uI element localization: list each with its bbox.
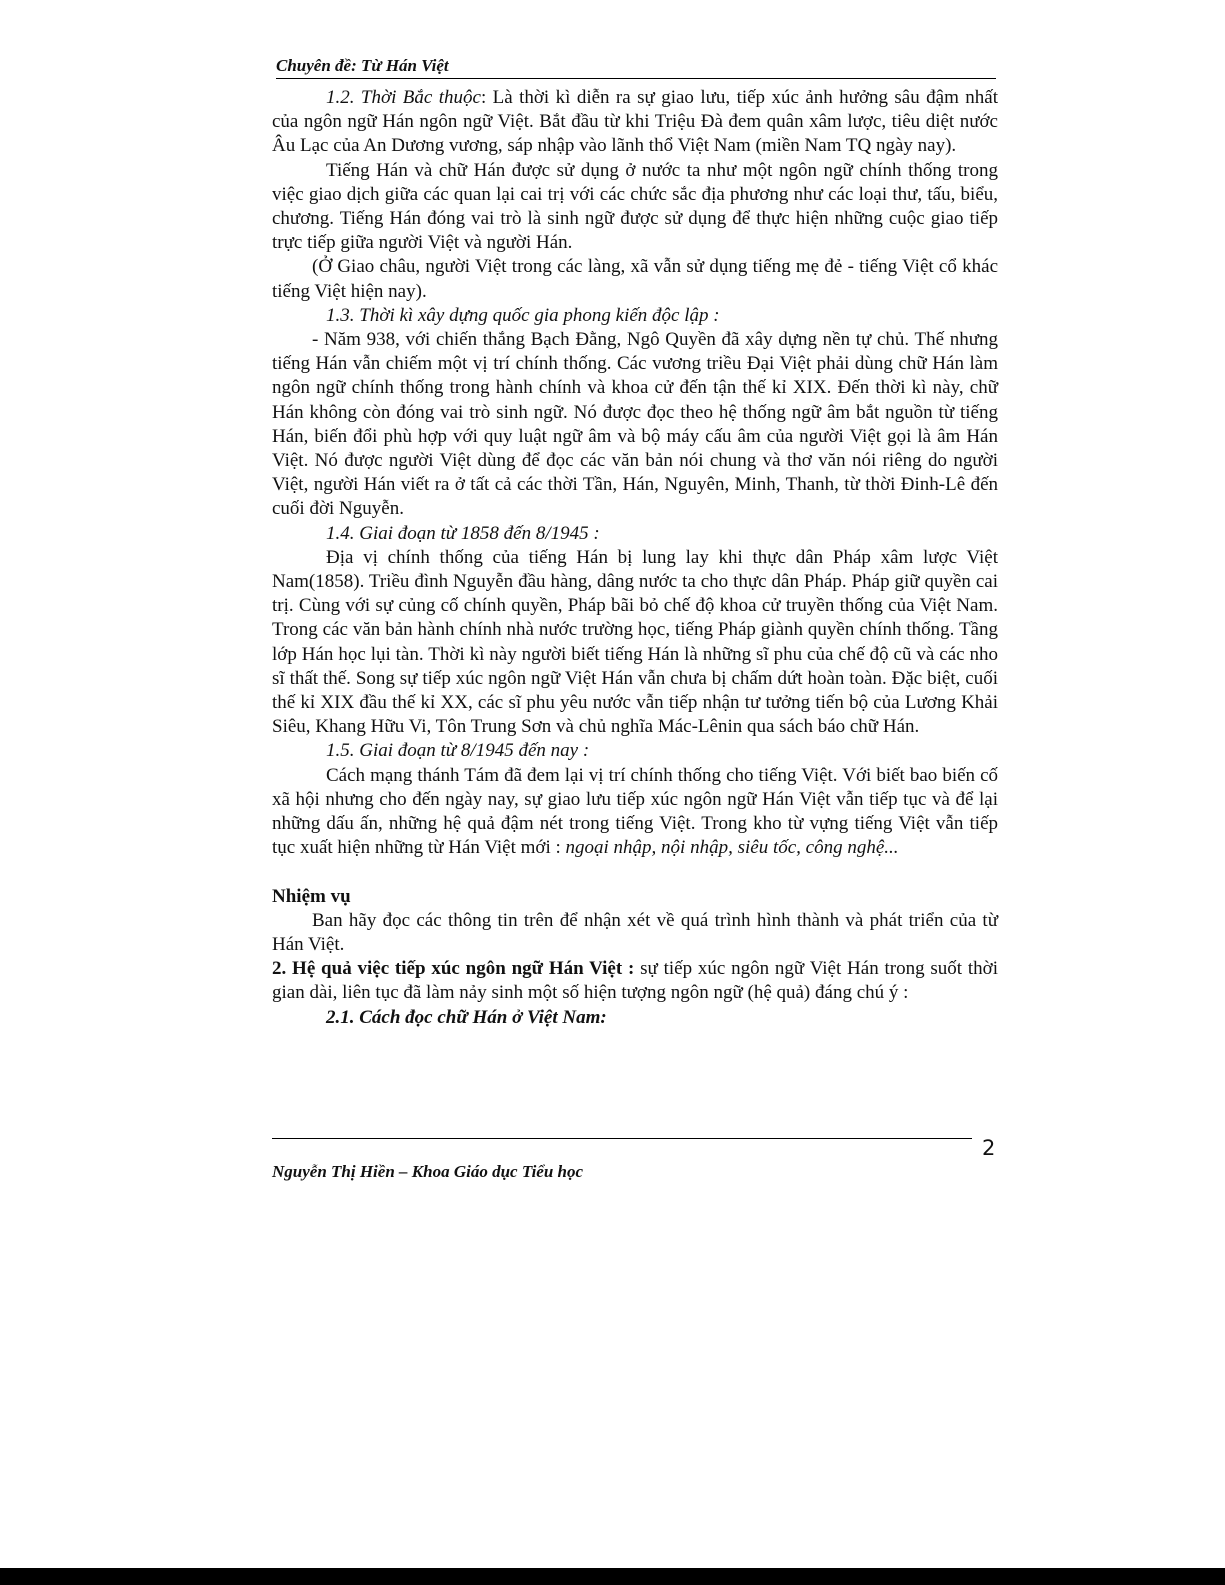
spacer xyxy=(272,861,998,885)
paragraph-1-2: 1.2. Thời Bắc thuộc: Là thời kì diễn ra sự giao lưu, tiếp xúc ảnh hưởng sâu đậm nhất của ngôn ngữ Hán ngôn ngữ Việt. Bắt đầu từ khi Triệu Đà đem quân xâm lược, tiêu diệt nước Âu Lạc của An Dương vương, sáp nhập vào lãnh thổ Việt Nam (miền Nam TQ ngày nay). xyxy=(272,87,998,157)
paragraph-2: 2. Hệ quả việc tiếp xúc ngôn ngữ Hán Việt : sự tiếp xúc ngôn ngữ Việt Hán trong suốt thời gian dài, liên tục đã làm nảy sinh một số hiện tượng ngôn ngữ (hệ quả) đáng chú ý : xyxy=(272,958,998,1004)
paragraph-1-2-b: Tiếng Hán và chữ Hán được sử dụng ở nước ta như một ngôn ngữ chính thống trong việc giao dịch giữa các quan lại cai trị với các chức sắc địa phương như các loại thư, tấu, biểu, chương. Tiếng Hán đóng vai trò là sinh ngữ được sử dụng để thực hiện những cuộc giao tiếp trực tiếp giữa người Việt và người Hán. xyxy=(272,159,998,254)
paragraph-1-5: Cách mạng thánh Tám đã đem lại vị trí chính thống cho tiếng Việt. Với biết bao biến cố xã hội nhưng cho đến ngày nay, sự giao lưu tiếp xúc ngôn ngữ Hán Việt vẫn tiếp tục và để lại những dấu ấn, những hệ quả đậm nét trong tiếng Việt. Trong kho từ vựng tiếng Việt vẫn tiếp tục xuất hiện những từ Hán Việt mới : ngoại nhập, nội nhập, siêu tốc, công nghệ... xyxy=(272,764,998,859)
heading-2: 2. Hệ quả việc tiếp xúc ngôn ngữ Hán Việt : xyxy=(272,958,635,980)
task-text: Ban hãy đọc các thông tin trên để nhận xét về quá trình hình thành và phát triển của từ Hán Việt. xyxy=(272,909,998,955)
heading-1-2: 1.2. Thời Bắc thuộc xyxy=(326,87,481,108)
page-footer-author: Nguyễn Thị Hiền – Khoa Giáo dục Tiểu học xyxy=(272,1162,584,1181)
page-number: 2 xyxy=(982,1136,996,1160)
heading-1-5: 1.5. Giai đoạn từ 8/1945 đến nay : xyxy=(326,740,590,762)
document-body xyxy=(272,86,998,1030)
paragraph-1-4: Địa vị chính thống của tiếng Hán bị lung lay khi thực dân Pháp xâm lược Việt Nam(1858). Triều đình Nguyễn đầu hàng, dâng nước ta cho thực dân Pháp. Pháp giữ quyền cai trị. Cùng với sự củng cố chính quyền, Pháp bãi bỏ chế độ khoa cử truyền thống của Việt Nam. Trong các văn bản hành chính nhà nước trường học, tiếng Pháp giành quyền chính thống. Tầng lớp Hán học lụi tàn. Thời kì này người biết tiếng Hán là những sĩ phu của chế độ cũ và các nho sĩ thất thế. Song sự tiếp xúc ngôn ngữ Việt Hán vẫn chưa bị chấm dứt hoàn toàn. Đặc biệt, cuối thế kỉ XIX đầu thế kỉ XX, các sĩ phu yêu nước vẫn tiếp nhận tư tưởng tiến bộ của Lương Khải Siêu, Khang Hữu Vi, Tôn Trung Sơn và chủ nghĩa Mác-Lênin qua sách báo chữ Hán. xyxy=(272,546,998,738)
heading-1-3: 1.3. Thời kì xây dựng quốc gia phong kiến độc lập : xyxy=(326,304,720,326)
task-title: Nhiệm vụ xyxy=(272,885,351,907)
page-header-title: Chuyên đề: Từ Hán Việt xyxy=(276,56,996,79)
heading-2-1: 2.1. Cách đọc chữ Hán ở Việt Nam: xyxy=(326,1006,607,1028)
examples-italic: ngoại nhập, nội nhập, siêu tốc, công nghệ... xyxy=(565,837,899,859)
footer-rule xyxy=(272,1138,972,1139)
paragraph-1-3: - Năm 938, với chiến thắng Bạch Đằng, Ngô Quyền đã xây dựng nền tự chủ. Thế nhưng tiếng Hán vẫn chiếm một vị trí chính thống. Các vương triều Đại Việt phải dùng chữ Hán làm ngôn ngữ chính thống trong hành chính và khoa cử đến tận thế kỉ XIX. Đến thời kì này, chữ Hán không còn đóng vai trò sinh ngữ. Nó được đọc theo hệ thống ngữ âm bắt nguồn từ tiếng Hán, biến đổi phù hợp với quy luật ngữ âm và bộ máy cấu âm của người Việt gọi là âm Hán Việt. Nó được người Việt dùng để đọc các văn bản nói chung và thơ văn nói riêng do người Việt, người Hán viết ra ở tất cả các thời Tần, Hán, Nguyên, Minh, Thanh, từ thời Đinh-Lê đến cuối đời Nguyễn. xyxy=(272,329,998,520)
heading-1-4: 1.4. Giai đoạn từ 1858 đến 8/1945 : xyxy=(326,522,600,544)
bottom-edge-bar xyxy=(0,1568,1225,1585)
paragraph-1-2-c: (Ở Giao châu, người Việt trong các làng, xã vẫn sử dụng tiếng mẹ đẻ - tiếng Việt cổ khác tiếng Việt hiện nay). xyxy=(272,256,998,302)
